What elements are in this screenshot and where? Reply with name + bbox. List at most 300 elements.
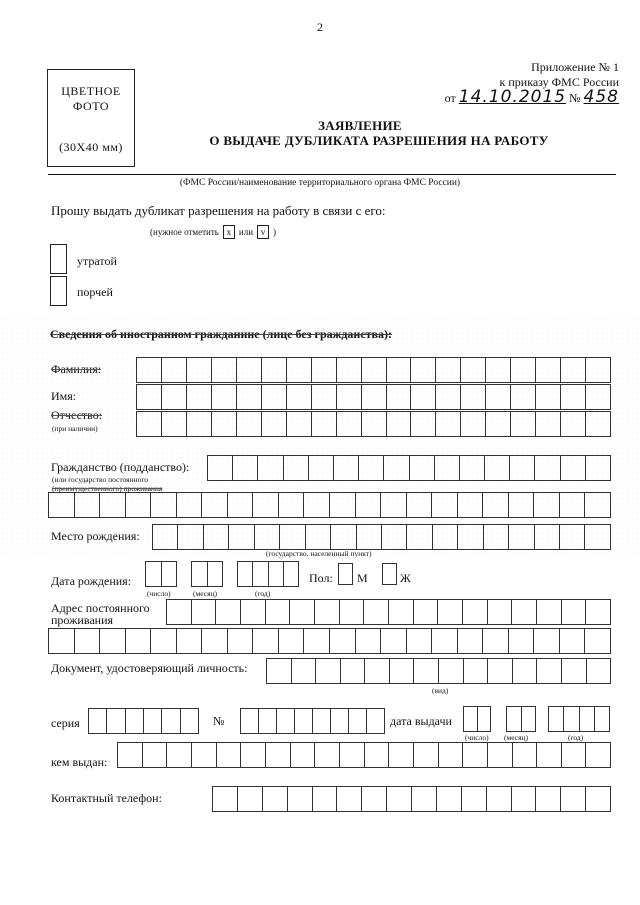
char-cell[interactable]: [482, 628, 508, 654]
request-text: Прошу выдать дубликат разрешения на работу в связи с его:: [51, 203, 386, 218]
address-label-2: проживания: [51, 613, 114, 627]
char-cell[interactable]: [535, 384, 560, 410]
char-cell[interactable]: [482, 492, 508, 518]
patronymic-input[interactable]: [136, 411, 611, 437]
char-cell[interactable]: [364, 658, 389, 684]
char-cell[interactable]: [435, 411, 460, 437]
char-cell[interactable]: [252, 561, 267, 587]
char-cell[interactable]: [186, 357, 211, 383]
char-cell[interactable]: [579, 706, 594, 732]
char-cell[interactable]: [535, 357, 560, 383]
char-cell[interactable]: [560, 357, 585, 383]
char-cell[interactable]: [561, 599, 586, 625]
birthplace-note: (государство, населенный пункт): [266, 549, 372, 558]
citizenship-label: Гражданство (подданство):: [51, 460, 190, 474]
char-cell[interactable]: [290, 742, 315, 768]
char-cell[interactable]: [237, 561, 252, 587]
issued-by-label: кем выдан:: [51, 755, 108, 769]
photo-label-photo: ФОТО: [72, 99, 110, 113]
char-cell[interactable]: [386, 411, 411, 437]
char-cell[interactable]: [262, 786, 287, 812]
char-cell[interactable]: [212, 786, 237, 812]
reason-loss-label: утратой: [77, 254, 117, 268]
char-cell[interactable]: [413, 658, 438, 684]
char-cell[interactable]: [278, 628, 304, 654]
char-cell[interactable]: [305, 524, 330, 550]
annex-date-handwritten: 14.10.2015: [458, 87, 567, 107]
char-cell[interactable]: [462, 742, 487, 768]
issue-month-note: (месяц): [504, 733, 529, 742]
char-cell[interactable]: [177, 524, 202, 550]
char-cell[interactable]: [510, 411, 535, 437]
char-cell[interactable]: [289, 599, 314, 625]
char-cell[interactable]: [211, 411, 236, 437]
char-cell[interactable]: [339, 599, 364, 625]
char-cell[interactable]: [336, 384, 361, 410]
char-cell[interactable]: [510, 384, 535, 410]
char-cell[interactable]: [333, 455, 358, 481]
char-cell[interactable]: [436, 786, 461, 812]
char-cell[interactable]: [252, 492, 278, 518]
char-cell[interactable]: [409, 455, 434, 481]
char-cell[interactable]: [413, 742, 438, 768]
char-cell[interactable]: [438, 658, 463, 684]
char-cell[interactable]: [509, 455, 534, 481]
char-cell[interactable]: [510, 357, 535, 383]
char-cell[interactable]: [533, 492, 559, 518]
char-cell[interactable]: [278, 492, 304, 518]
char-cell[interactable]: [380, 628, 406, 654]
char-cell[interactable]: [560, 455, 585, 481]
char-cell[interactable]: [585, 786, 611, 812]
char-cell[interactable]: [459, 455, 484, 481]
issue-year-note: (год): [568, 733, 584, 742]
char-cell[interactable]: [431, 492, 457, 518]
annex-header: [445, 60, 619, 106]
char-cell[interactable]: [363, 599, 388, 625]
patronymic-note: (при наличии): [52, 424, 98, 433]
char-cell[interactable]: [548, 706, 563, 732]
char-cell[interactable]: [315, 658, 340, 684]
char-cell[interactable]: [308, 455, 333, 481]
char-cell[interactable]: [48, 492, 74, 518]
char-cell[interactable]: [203, 524, 228, 550]
char-cell[interactable]: [303, 628, 329, 654]
char-cell[interactable]: [584, 524, 610, 550]
char-cell[interactable]: [265, 599, 290, 625]
issued-by-input[interactable]: [117, 742, 611, 768]
char-cell[interactable]: [386, 384, 411, 410]
char-cell[interactable]: [236, 357, 261, 383]
char-cell[interactable]: [191, 599, 216, 625]
char-cell[interactable]: [534, 524, 559, 550]
char-cell[interactable]: [291, 658, 316, 684]
char-cell[interactable]: [484, 455, 509, 481]
identity-doc-input[interactable]: [266, 658, 611, 684]
char-cell[interactable]: [361, 411, 386, 437]
char-cell[interactable]: [240, 599, 265, 625]
char-cell[interactable]: [410, 411, 435, 437]
char-cell[interactable]: [386, 786, 411, 812]
char-cell[interactable]: [232, 455, 257, 481]
char-cell[interactable]: [268, 561, 283, 587]
char-cell[interactable]: [106, 708, 124, 734]
char-cell[interactable]: [563, 706, 578, 732]
sex-label: Пол:: [309, 571, 333, 585]
char-cell[interactable]: [125, 492, 151, 518]
char-cell[interactable]: [536, 599, 561, 625]
char-cell[interactable]: [136, 384, 161, 410]
char-cell[interactable]: [330, 708, 348, 734]
char-cell[interactable]: [457, 628, 483, 654]
char-cell[interactable]: [584, 628, 611, 654]
checkbox-damage[interactable]: [50, 276, 67, 306]
char-cell[interactable]: [186, 411, 211, 437]
photo-label-size: (30X40 мм): [59, 140, 123, 154]
citizenship-input-2[interactable]: [48, 492, 611, 518]
char-cell[interactable]: [485, 411, 510, 437]
char-cell[interactable]: [585, 599, 611, 625]
char-cell[interactable]: [74, 628, 100, 654]
issue-year-input[interactable]: [548, 706, 610, 732]
char-cell[interactable]: [207, 561, 224, 587]
char-cell[interactable]: [125, 628, 151, 654]
char-cell[interactable]: [211, 384, 236, 410]
char-cell[interactable]: [410, 384, 435, 410]
sex-female-box[interactable]: [382, 563, 397, 585]
address-input-2[interactable]: [48, 628, 611, 654]
char-cell[interactable]: [506, 706, 521, 732]
char-cell[interactable]: [201, 492, 227, 518]
char-cell[interactable]: [536, 742, 561, 768]
char-cell[interactable]: [279, 524, 304, 550]
char-cell[interactable]: [585, 455, 611, 481]
char-cell[interactable]: [99, 628, 125, 654]
char-cell[interactable]: [585, 357, 611, 383]
page-number: 2: [317, 20, 323, 34]
char-cell[interactable]: [413, 599, 438, 625]
birthplace-label: Место рождения:: [51, 529, 140, 543]
citizenship-note-2: (преимущественного) проживания: [52, 484, 163, 493]
char-cell[interactable]: [485, 384, 510, 410]
char-cell[interactable]: [559, 524, 584, 550]
char-cell[interactable]: [150, 628, 176, 654]
char-cell[interactable]: [191, 561, 207, 587]
char-cell[interactable]: [355, 628, 381, 654]
citizenship-input-1[interactable]: [207, 455, 611, 481]
char-cell[interactable]: [266, 658, 291, 684]
char-cell[interactable]: [228, 524, 253, 550]
char-cell[interactable]: [511, 599, 536, 625]
number-input[interactable]: [240, 708, 385, 734]
char-cell[interactable]: [535, 786, 560, 812]
char-cell[interactable]: [355, 492, 381, 518]
char-cell[interactable]: [261, 384, 286, 410]
char-cell[interactable]: [74, 492, 100, 518]
char-cell[interactable]: [560, 384, 585, 410]
char-cell[interactable]: [166, 742, 191, 768]
char-cell[interactable]: [136, 411, 161, 437]
char-cell[interactable]: [511, 786, 536, 812]
char-cell[interactable]: [257, 455, 282, 481]
sex-male-box[interactable]: [338, 563, 353, 585]
citizenship-note-1: (или государство постоянного: [52, 475, 149, 484]
char-cell[interactable]: [486, 786, 511, 812]
char-cell[interactable]: [477, 706, 492, 732]
char-cell[interactable]: [237, 786, 262, 812]
char-cell[interactable]: [461, 786, 486, 812]
char-cell[interactable]: [136, 357, 161, 383]
char-cell[interactable]: [361, 384, 386, 410]
birth-day-input[interactable]: [145, 561, 177, 587]
char-cell[interactable]: [585, 742, 611, 768]
char-cell[interactable]: [240, 708, 258, 734]
char-cell[interactable]: [340, 658, 365, 684]
identity-doc-note: (вид): [432, 686, 449, 695]
char-cell[interactable]: [99, 492, 125, 518]
char-cell[interactable]: [483, 524, 508, 550]
address-input-1[interactable]: [166, 599, 611, 625]
char-cell[interactable]: [508, 492, 534, 518]
char-cell[interactable]: [435, 357, 460, 383]
char-cell[interactable]: [150, 492, 176, 518]
char-cell[interactable]: [561, 742, 586, 768]
char-cell[interactable]: [191, 742, 216, 768]
char-cell[interactable]: [88, 708, 106, 734]
char-cell[interactable]: [180, 708, 199, 734]
char-cell[interactable]: [361, 357, 386, 383]
char-cell[interactable]: [534, 455, 559, 481]
char-cell[interactable]: [265, 742, 290, 768]
annex-line1: Приложение № 1: [531, 60, 619, 74]
char-cell[interactable]: [460, 411, 485, 437]
char-cell[interactable]: [435, 384, 460, 410]
title-line1: ЗАЯВЛЕНИЕ: [318, 118, 402, 133]
number-label: №: [213, 714, 225, 728]
annex-date-prefix: от: [444, 91, 456, 105]
char-cell[interactable]: [161, 708, 179, 734]
char-cell[interactable]: [585, 384, 611, 410]
char-cell[interactable]: [533, 628, 559, 654]
char-cell[interactable]: [117, 742, 142, 768]
char-cell[interactable]: [406, 492, 432, 518]
title-line2: О ВЫДАЧЕ ДУБЛИКАТА РАЗРЕШЕНИЯ НА РАБОТУ: [209, 133, 549, 148]
char-cell[interactable]: [438, 742, 463, 768]
char-cell[interactable]: [236, 384, 261, 410]
char-cell[interactable]: [358, 455, 383, 481]
char-cell[interactable]: [585, 411, 611, 437]
char-cell[interactable]: [329, 628, 355, 654]
char-cell[interactable]: [336, 786, 361, 812]
phone-input[interactable]: [212, 786, 611, 812]
char-cell[interactable]: [559, 492, 585, 518]
sex-male-label: М: [357, 571, 368, 585]
issue-day-input[interactable]: [463, 706, 491, 732]
char-cell[interactable]: [388, 742, 413, 768]
char-cell[interactable]: [339, 742, 364, 768]
birthplace-input[interactable]: [152, 524, 611, 550]
char-cell[interactable]: [240, 742, 265, 768]
char-cell[interactable]: [338, 563, 353, 585]
char-cell[interactable]: [161, 384, 186, 410]
char-cell[interactable]: [584, 492, 611, 518]
char-cell[interactable]: [383, 455, 408, 481]
char-cell[interactable]: [207, 455, 232, 481]
series-input[interactable]: [88, 708, 199, 734]
annex-line2: к приказу ФМС России: [499, 75, 619, 89]
char-cell[interactable]: [561, 658, 586, 684]
char-cell[interactable]: [215, 599, 240, 625]
char-cell[interactable]: [594, 706, 610, 732]
char-cell[interactable]: [311, 384, 336, 410]
char-cell[interactable]: [485, 357, 510, 383]
char-cell[interactable]: [176, 628, 202, 654]
char-cell[interactable]: [286, 384, 311, 410]
mark-hint-prefix: (нужное отметить: [150, 227, 219, 237]
char-cell[interactable]: [512, 658, 537, 684]
char-cell[interactable]: [314, 742, 339, 768]
char-cell[interactable]: [227, 628, 253, 654]
char-cell[interactable]: [487, 658, 512, 684]
char-cell[interactable]: [431, 628, 457, 654]
char-cell[interactable]: [254, 524, 279, 550]
char-cell[interactable]: [261, 411, 286, 437]
annex-number-handwritten: 458: [583, 87, 619, 107]
char-cell[interactable]: [303, 492, 329, 518]
name-input[interactable]: [136, 384, 611, 410]
birth-month-input[interactable]: [191, 561, 223, 587]
char-cell[interactable]: [364, 742, 389, 768]
char-cell[interactable]: [286, 357, 311, 383]
char-cell[interactable]: [381, 524, 406, 550]
char-cell[interactable]: [252, 628, 278, 654]
char-cell[interactable]: [521, 706, 537, 732]
char-cell[interactable]: [437, 599, 462, 625]
char-cell[interactable]: [211, 357, 236, 383]
surname-label: Фамилия:: [51, 362, 102, 376]
char-cell[interactable]: [512, 742, 537, 768]
char-cell[interactable]: [361, 786, 386, 812]
char-cell[interactable]: [227, 492, 253, 518]
char-cell[interactable]: [406, 524, 431, 550]
char-cell[interactable]: [314, 599, 339, 625]
char-cell[interactable]: [536, 658, 561, 684]
char-cell[interactable]: [389, 658, 414, 684]
char-cell[interactable]: [463, 658, 488, 684]
series-label: серия: [51, 716, 80, 730]
char-cell[interactable]: [460, 357, 485, 383]
char-cell[interactable]: [283, 561, 299, 587]
char-cell[interactable]: [311, 357, 336, 383]
authority-line[interactable]: [48, 174, 616, 175]
char-cell[interactable]: [460, 384, 485, 410]
char-cell[interactable]: [145, 561, 161, 587]
char-cell[interactable]: [329, 492, 355, 518]
char-cell[interactable]: [330, 524, 355, 550]
char-cell[interactable]: [457, 524, 482, 550]
char-cell[interactable]: [161, 561, 178, 587]
authority-caption: (ФМС России/наименование территориального органа ФМС России): [179, 178, 461, 188]
char-cell[interactable]: [236, 411, 261, 437]
char-cell[interactable]: [463, 706, 477, 732]
char-cell[interactable]: [386, 357, 411, 383]
identity-doc-label: Документ, удостоверяющий личность:: [51, 661, 248, 675]
annex-number-prefix: №: [569, 91, 581, 105]
char-cell[interactable]: [559, 628, 585, 654]
char-cell[interactable]: [166, 599, 191, 625]
issue-month-input[interactable]: [506, 706, 536, 732]
char-cell[interactable]: [283, 455, 308, 481]
char-cell[interactable]: [161, 411, 186, 437]
photo-label-color: ЦВЕТНОЕ: [61, 84, 121, 98]
char-cell[interactable]: [508, 524, 533, 550]
char-cell[interactable]: [125, 708, 143, 734]
char-cell[interactable]: [336, 411, 361, 437]
char-cell[interactable]: [411, 786, 436, 812]
char-cell[interactable]: [336, 357, 361, 383]
char-cell[interactable]: [462, 599, 487, 625]
char-cell[interactable]: [434, 455, 459, 481]
char-cell[interactable]: [560, 411, 585, 437]
birth-year-input[interactable]: [237, 561, 299, 587]
char-cell[interactable]: [201, 628, 227, 654]
char-cell[interactable]: [508, 628, 534, 654]
char-cell[interactable]: [261, 357, 286, 383]
patronymic-label: Отчество:: [51, 408, 103, 422]
char-cell[interactable]: [294, 708, 312, 734]
char-cell[interactable]: [287, 786, 312, 812]
char-cell[interactable]: [432, 524, 457, 550]
char-cell[interactable]: [143, 708, 161, 734]
char-cell[interactable]: [406, 628, 432, 654]
char-cell[interactable]: [216, 742, 241, 768]
char-cell[interactable]: [457, 492, 483, 518]
mark-v-sample: v: [257, 225, 269, 239]
char-cell[interactable]: [487, 742, 512, 768]
char-cell[interactable]: [152, 524, 177, 550]
char-cell[interactable]: [366, 708, 385, 734]
char-cell[interactable]: [388, 599, 413, 625]
char-cell[interactable]: [487, 599, 512, 625]
char-cell[interactable]: [276, 708, 294, 734]
annex-date-line: [444, 87, 619, 107]
char-cell[interactable]: [48, 628, 74, 654]
char-cell[interactable]: [382, 563, 397, 585]
char-cell[interactable]: [380, 492, 406, 518]
char-cell[interactable]: [348, 708, 366, 734]
char-cell[interactable]: [560, 786, 585, 812]
char-cell[interactable]: [176, 492, 202, 518]
checkbox-loss[interactable]: [50, 244, 67, 274]
char-cell[interactable]: [535, 411, 560, 437]
char-cell[interactable]: [410, 357, 435, 383]
address-label-1: Адрес постоянного: [51, 601, 150, 615]
name-label: Имя:: [51, 389, 77, 403]
char-cell[interactable]: [312, 786, 337, 812]
char-cell[interactable]: [286, 411, 311, 437]
char-cell[interactable]: [161, 357, 186, 383]
char-cell[interactable]: [312, 708, 330, 734]
char-cell[interactable]: [311, 411, 336, 437]
char-cell[interactable]: [586, 658, 612, 684]
mark-hint-or: или: [238, 227, 254, 237]
reason-damage-label: порчей: [77, 285, 113, 299]
char-cell[interactable]: [142, 742, 167, 768]
surname-input[interactable]: [136, 357, 611, 383]
char-cell[interactable]: [356, 524, 381, 550]
char-cell[interactable]: [186, 384, 211, 410]
char-cell[interactable]: [258, 708, 276, 734]
